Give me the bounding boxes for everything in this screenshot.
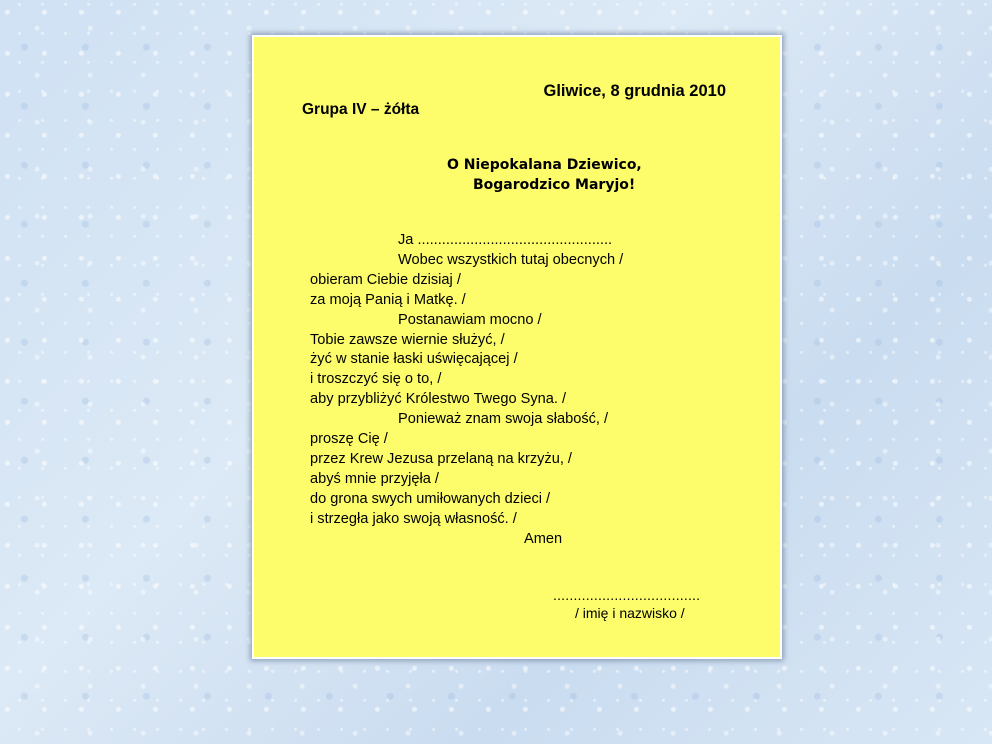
prayer-line: obieram Ciebie dzisiaj /	[310, 271, 461, 288]
prayer-line: aby przybliżyć Królestwo Twego Syna. /	[310, 391, 567, 408]
signature-label: / imię i nazwisko /	[575, 605, 685, 621]
prayer-card	[252, 35, 782, 659]
prayer-line: i troszczyć się o to, /	[310, 371, 442, 388]
signature-line: ....................................	[553, 587, 701, 603]
prayer-line: Wobec wszystkich tutaj obecnych /	[398, 251, 624, 268]
prayer-line: Ja ................................................	[398, 232, 613, 248]
prayer-title-line-2: Bogarodzico Maryjo!	[473, 177, 636, 193]
prayer-line: do grona swych umiłowanych dzieci /	[310, 490, 551, 507]
document-date: Gliwice, 8 grudnia 2010	[543, 82, 726, 100]
prayer-line: Ponieważ znam swoja słabość, /	[398, 411, 609, 428]
prayer-line: Postanawiam mocno /	[398, 311, 542, 328]
group-label: Grupa IV – żółta	[302, 101, 420, 118]
prayer-line: przez Krew Jezusa przelaną na krzyżu, /	[310, 450, 572, 467]
prayer-amen: Amen	[524, 530, 563, 547]
prayer-line: za moją Panią i Matkę. /	[310, 291, 466, 308]
prayer-text	[310, 231, 623, 550]
prayer-title-line-1: O Niepokalana Dziewico,	[447, 157, 642, 173]
prayer-line: abyś mnie przyjęła /	[310, 470, 439, 487]
prayer-line: żyć w stanie łaski uświęcającej /	[310, 351, 518, 368]
prayer-line: i strzegła jako swoją własność. /	[310, 510, 517, 527]
prayer-line: proszę Cię /	[310, 431, 388, 448]
prayer-line: Tobie zawsze wiernie służyć, /	[310, 331, 505, 348]
